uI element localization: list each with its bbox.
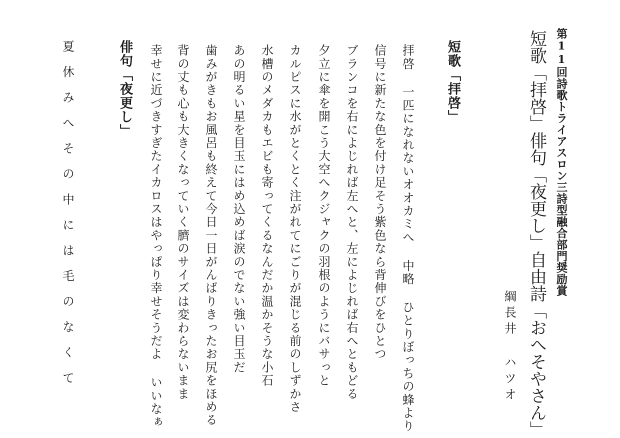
tanka-line: 拝啓 一匹になれないオオカミへ 中略 ひとりぼっちの蜂より (401, 44, 415, 433)
award-title: 第11回詩歌トライアスロン三詩型融合部門奨励賞 (555, 28, 568, 297)
tanka-line: カルピスに水がとくとく注がれてにごりが混じる前のしずかさ (288, 44, 302, 414)
tanka-line: ブランコを右によじれば左へと、左によじれば右へともどる (345, 44, 359, 401)
author-name: 綱長井 ハツオ (503, 290, 517, 404)
tanka-line: あの明るい星を目玉にはめ込めば涙のでない強い目玉だ (232, 44, 246, 374)
work-title: 短歌「拝啓」俳句「夜更し」自由詩「おへそやさん」 (526, 30, 546, 438)
haiku-text: 夏休みへその中には毛のなくて (61, 40, 75, 397)
haiku-heading: 俳句「夜更し」 (117, 40, 132, 138)
tanka-line: 夕立に傘を開こう大空へクジャクの羽根のようにバサっと (317, 44, 331, 388)
tanka-line: 幸せに近づきすぎたイカロスはやっぱり幸せそうだよ いいなぁ (149, 44, 163, 429)
tanka-line: 信号に新たな色を付け足そう紫色なら背伸びをひとつ (373, 44, 387, 361)
tanka-line: 水槽のメダカもエビも寄ってくるなんだか温かそうな小石 (260, 44, 274, 388)
tanka-line: 背の丈も心も大きくなっていく臍のサイズは変わらないまま (176, 44, 190, 401)
tanka-line: 歯みがきもお風呂も終えて今日一日がんばりきったお尻をほめる (204, 44, 218, 427)
tanka-heading: 短歌「拝啓」 (445, 40, 460, 124)
